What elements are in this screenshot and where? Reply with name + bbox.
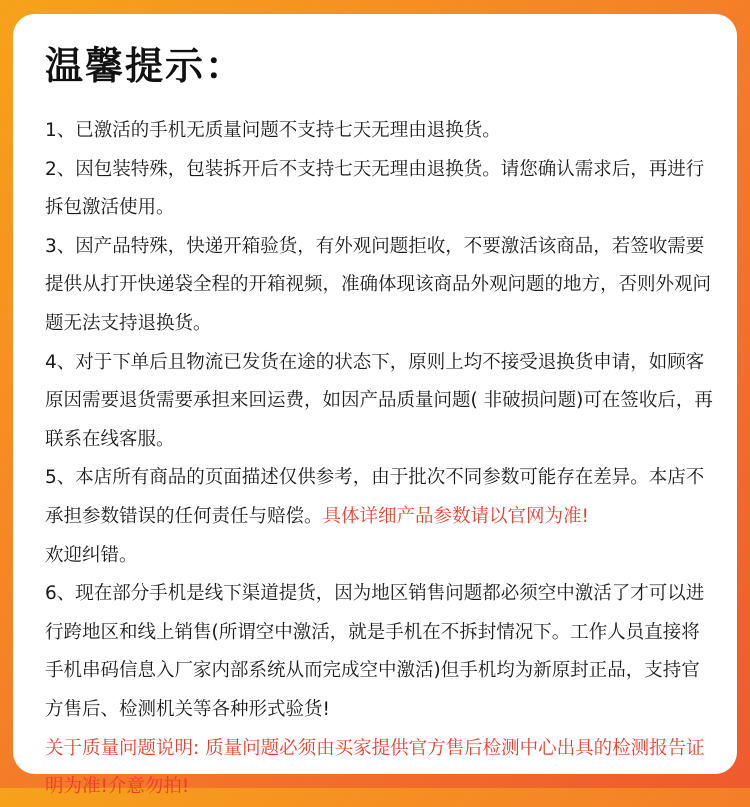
notice-title: 温馨提示： [45,44,246,88]
item-number: 2、 [45,158,76,180]
notice-item-1 [45,112,715,151]
item-highlight-text: 具体详细产品参数请以官网为准! [322,505,589,527]
item-text: 本店所有商品的页面描述仅供参考，由于批次不同参数可能存在差异。本店不承担参数错误的任何责任与赔偿。 [45,467,705,527]
item-text: 因产品特殊，快递开箱验货，有外观问题拒收，不要激活该商品，若签收需要提供从打开快递袋全程的开箱视频，准确体现该商品外观问题的地方，否则外观问题无法支持退换货。 [45,235,712,334]
item-text: 已激活的手机无质量问题不支持七天无理由退换货。 [75,120,501,141]
item-text: 现在部分手机是线下渠道提货，因为地区销售问题都必须空中激活了才可以进行跨地区和线上销售(所谓空中激活，就是手机在不拆封情况下。工作人员直接将手机串码信息入厂家内部系统从而完成空中激活)但手机均为新原封正品，支持官方售后、检测机关等各种形式验货! [45,583,705,720]
notice-item-3 [45,228,715,344]
notice-card [13,14,737,798]
notice-item-6 [45,575,715,729]
item-number: 5、 [45,467,76,489]
notice-item-2 [45,151,715,228]
item-number: 3、 [45,235,76,257]
notice-item-4 [45,344,715,460]
item-number: 6、 [45,583,76,605]
item-text: 对于下单后且物流已发货在途的状态下，原则上均不接受退换货申请，如顾客原因需要退货需要承担来回运费，如因产品质量问题( 非破损问题)可在签收后，再联系在线客服。 [45,351,713,450]
item-tail-text: 欢迎纠错。 [45,544,138,566]
quality-note: 关于质量问题说明: 质量问题必须由买家提供官方售后检测中心出具的检测报告证明为准!介意勿拍! [45,737,705,798]
item-text: 因包装特殊，包装拆开后不支持七天无理由退换货。请您确认需求后，再进行拆包激活使用。 [45,158,705,219]
item-number: 1、 [45,120,76,141]
notice-item-5 [45,459,715,575]
item-number: 4、 [45,351,76,373]
